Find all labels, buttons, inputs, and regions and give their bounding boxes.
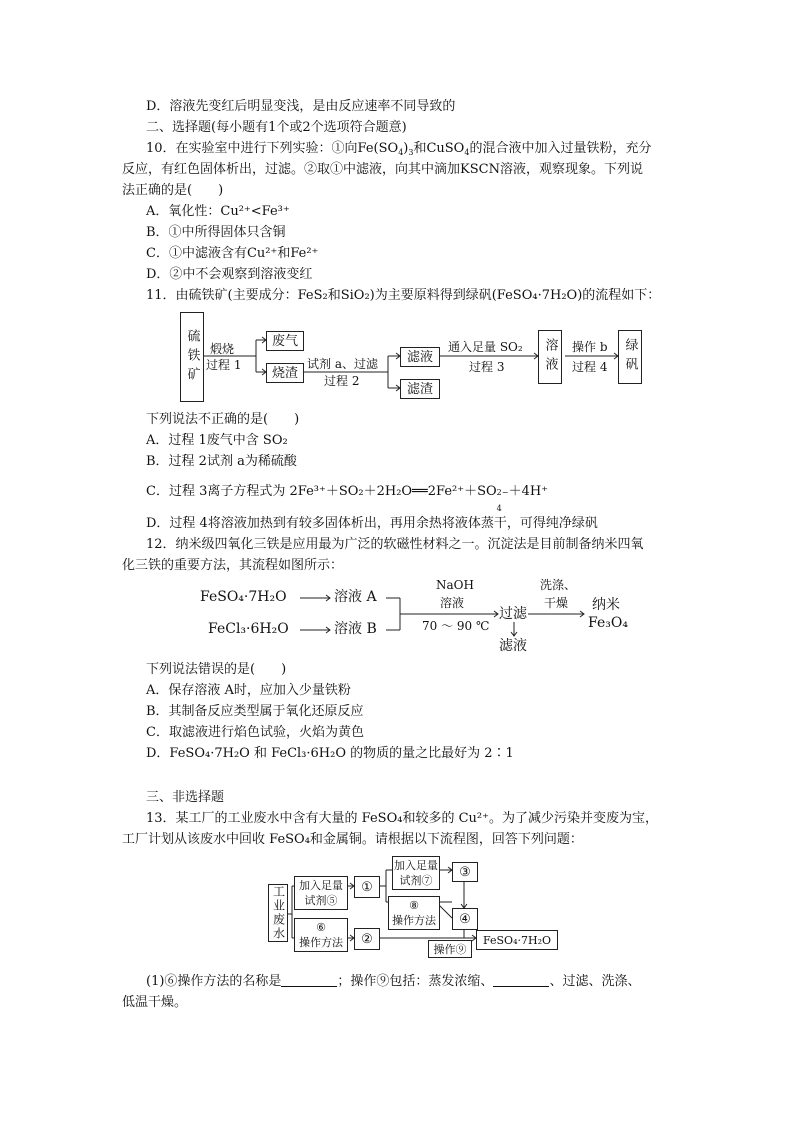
q12-option-c: C．取滤液进行焰色试验，火焰为黄色	[146, 725, 364, 740]
operation9-box: 操作⑨	[428, 940, 472, 958]
solution-a-label: 溶液 A	[334, 589, 377, 605]
prev-option-d: D．溶液先变红后明显变浅，是由反应速率不同导致的	[146, 99, 456, 114]
q13-part1-middle: ；操作⑨包括：蒸发浓缩、	[337, 974, 494, 989]
q11-c-equation-end: ＋4H⁺	[508, 484, 549, 499]
op-b-label: 操作 b	[572, 340, 608, 354]
add-reagent5-box	[294, 876, 348, 910]
answer-blank-2[interactable]	[493, 973, 549, 987]
nano-label: 纳米	[592, 597, 620, 613]
q13-part1-line1	[146, 972, 640, 992]
sulfate-charge: 2−	[496, 488, 509, 497]
sulfate-subscript: 4	[496, 504, 502, 513]
q11-option-b: B．过程 2试剂 a为稀硫酸	[146, 454, 297, 469]
section-3-heading: 三、非选择题	[146, 790, 225, 805]
q10-stem-text: 10．在实验室中进行下列实验：①向Fe(SO	[146, 141, 399, 156]
ore-box: 硫铁矿	[180, 312, 204, 402]
process3-label: 过程 3	[469, 360, 505, 374]
q13-part1-suffix: 、过滤、洗涤、	[549, 974, 641, 989]
q12-stem-line2: 化三铁的重要方法，其流程如图所示：	[122, 558, 344, 573]
q10-option-b: B．①中所得固体只含铜	[146, 225, 286, 240]
operation8-number: ⑧	[409, 899, 419, 912]
q10-stem-line3: 法正确的是( )	[122, 183, 224, 198]
q11-c-equation: C．过程 3离子方程式为 2Fe³⁺＋SO₂＋2H₂O══2Fe²⁺＋SO	[146, 484, 497, 499]
reagent-a-label: 试剂 a、过滤	[307, 357, 378, 371]
add-reagent5-line1: 加入足量	[299, 879, 343, 892]
q10-stem-rest: 的混合液中加入过量铁粉，充分	[469, 141, 652, 156]
q10-stem-cuso: 和CuSO	[413, 141, 465, 156]
q12-stem-line1: 12．纳米级四氧化三铁是应用最为广泛的软磁性材料之一。沉淀法是目前制备纳米四氧	[146, 537, 644, 552]
section-2-heading: 二、选择题(每小题有1个或2个选项符合题意)	[146, 120, 407, 135]
green-vitriol-box: 绿矾	[618, 330, 642, 384]
add-reagent7-box	[392, 856, 440, 890]
q10-stem-line2: 反应，有红色固体析出，过滤。②取①中滤液，向其中滴加KSCN溶液，观察现象。下列说	[122, 162, 643, 177]
add-so2-label: 通入足量 SO₂	[448, 340, 523, 354]
q11-stem: 11．由硫铁矿(主要成分：FeS₂和SiO₂)为主要原料得到绿矾(FeSO₄·7H₂O)的流程如下：	[146, 288, 661, 303]
operation6-text: 操作方法	[299, 936, 343, 949]
process4-label: 过程 4	[572, 360, 608, 374]
operation8-box	[388, 896, 440, 930]
node-4-box: ④	[452, 908, 478, 930]
q12-option-a: A．保存溶液 A时，应加入少量铁粉	[146, 683, 351, 698]
feso4-label: FeSO₄·7H₂O	[200, 589, 287, 605]
q12-flow-diagram	[200, 576, 640, 656]
waste-water-box: 工业废水	[268, 884, 288, 942]
node-3-box: ③	[452, 862, 478, 882]
q10-option-d: D．②中不会观察到溶液变红	[146, 267, 313, 282]
q12-ask: 下列说法错误的是( )	[146, 662, 287, 677]
operation8-text: 操作方法	[392, 914, 436, 927]
q10-stem-line1: 10．在实验室中进行下列实验：①向$Fe(SO_4)_3$和CuSO$_4$的混合液中加入过量铁粉，充分	[146, 141, 652, 157]
q13-flow-diagram	[268, 856, 568, 956]
add-reagent7-line2: 试剂⑦	[399, 874, 433, 887]
q12-option-b: B．其制备反应类型属于氧化还原反应	[146, 704, 364, 719]
slag-box: 烧渣	[266, 363, 304, 383]
calcine-label: 煅烧	[210, 342, 235, 356]
add-reagent5-line2: 试剂⑤	[304, 894, 338, 907]
filter-label: 过滤	[499, 606, 527, 622]
q11-ask: 下列说法不正确的是( )	[146, 412, 300, 427]
dry-label: 干燥	[544, 596, 569, 610]
product-box: FeSO₄·7H₂O	[476, 930, 558, 950]
process1-label: 过程 1	[206, 358, 242, 372]
q13-stem-line1: 13．某工厂的工业废水中含有大量的 FeSO₄和较多的 Cu²⁺。为了减少污染并变废为宝，	[146, 811, 658, 826]
add-reagent7-line1: 加入足量	[394, 859, 438, 872]
temperature-label: 70 ～ 90 ℃	[422, 619, 490, 633]
q13-part1-line2: 低温干燥。	[122, 995, 188, 1010]
fecl3-label: FeCl₃·6H₂O	[208, 621, 289, 637]
q11-option-c	[146, 482, 549, 513]
solution-b-label: 溶液 B	[334, 621, 377, 637]
fe3o4-label: Fe₃O₄	[588, 615, 628, 631]
waste-gas-box: 废气	[266, 331, 304, 351]
process2-label: 过程 2	[324, 374, 360, 388]
q11-option-a: A．过程 1废气中含 SO₂	[146, 433, 288, 448]
q12-option-d: D．FeSO₄·7H₂O 和 FeCl₃·6H₂O 的物质的量之比最好为 2∶1	[146, 746, 514, 761]
naoh-solution-label: 溶液	[440, 596, 465, 610]
q10-option-c: C．①中滤液含有Cu²⁺和Fe²⁺	[146, 246, 319, 261]
node-2-box: ②	[354, 928, 380, 950]
naoh-label: NaOH	[436, 578, 474, 592]
q10-option-a: A．氧化性：Cu²⁺<Fe³⁺	[146, 204, 290, 219]
operation6-number: ⑥	[316, 921, 326, 934]
wash-label: 洗涤、	[540, 578, 577, 592]
q10-stem-paren: )	[403, 141, 409, 156]
filtrate-box: 滤液	[400, 347, 440, 367]
node-1-box: ①	[354, 876, 380, 898]
q13-stem-line2: 工厂计划从该废水中回收 FeSO₄和金属铜。请根据以下流程图，回答下列问题：	[122, 832, 583, 847]
q11-option-d: D．过程 4将溶液加热到有较多固体析出，再用余热将液体蒸干，可得纯净绿矾	[146, 516, 598, 531]
filtrate-label: 滤液	[499, 638, 527, 654]
q13-part1-prefix: (1)⑥操作方法的名称是	[146, 974, 282, 989]
residue-box: 滤渣	[400, 379, 440, 399]
q11-flow-diagram	[180, 312, 650, 402]
solution-box: 溶液	[538, 330, 562, 384]
answer-blank-1[interactable]	[281, 973, 337, 987]
operation6-box	[294, 918, 348, 952]
